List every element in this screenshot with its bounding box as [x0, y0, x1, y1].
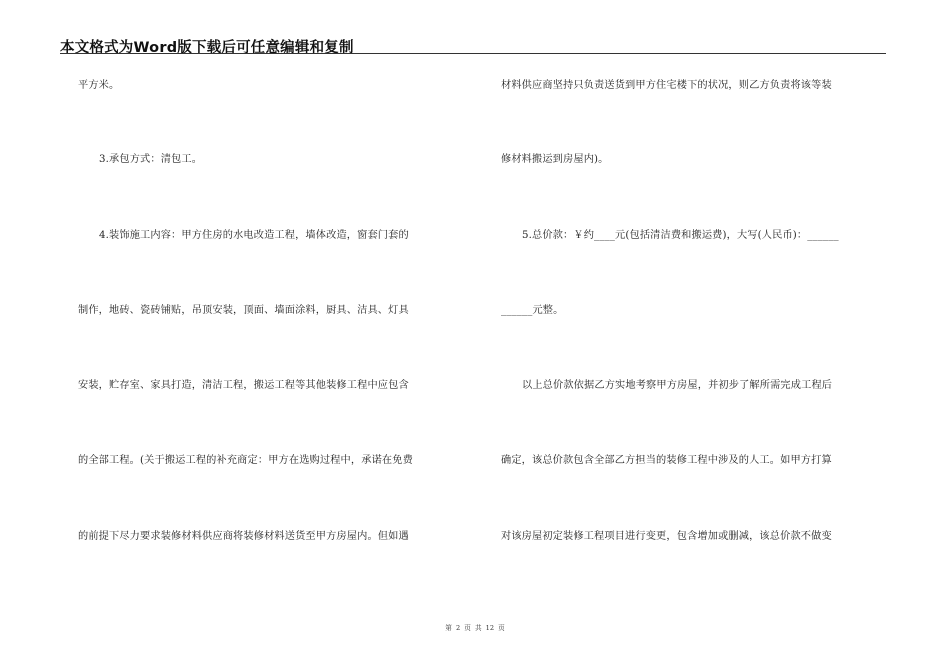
left-line-4: 制作，地砖、瓷砖铺贴，吊顶安装，顶面、墙面涂料，厨具、洁具、灯具	[78, 305, 409, 316]
footer-total-label: 共	[474, 624, 482, 632]
right-line-6: 确定，该总价款包含全部乙方担当的装修工程中涉及的人工。如甲方打算	[501, 455, 832, 466]
left-line-7: 的前提下尽力要求装修材料供应商将装修材料送货至甲方房屋内。但如遇	[78, 531, 409, 542]
left-line-6: 的全部工程。(关于搬运工程的补充商定：甲方在选购过程中，承诺在免费	[78, 455, 413, 466]
right-line-5: 以上总价款依据乙方实地考察甲方房屋，并初步了解所需完成工程后	[522, 380, 833, 391]
left-line-3: 4.装饰施工内容：甲方住房的水电改造工程，墙体改造，窗套门套的	[99, 230, 409, 241]
footer-page-unit: 页	[464, 624, 471, 632]
footer-total-pages: 12	[485, 624, 495, 632]
right-line-3: 5.总价款：￥约____元(包括清洁费和搬运费)，大写(人民币)：______	[522, 230, 839, 241]
right-line-2: 修材料搬运到房屋内)。	[501, 154, 609, 165]
right-line-1: 材料供应商坚持只负责送货到甲方住宅楼下的状况，则乙方负责将该等装	[501, 80, 832, 91]
document-header-title: 本文格式为Word版下载后可任意编辑和复制	[60, 40, 354, 56]
footer-page-label: 第	[445, 624, 452, 632]
footer-total-unit: 页	[498, 624, 505, 632]
left-line-5: 安装，贮存室、家具打造，清洁工程，搬运工程等其他装修工程中应包含	[78, 380, 409, 391]
header-divider	[60, 53, 886, 54]
right-line-7: 对该房屋初定装修工程项目进行变更，包含增加或删减，该总价款不做变	[501, 531, 832, 542]
left-line-2: 3.承包方式：清包工。	[99, 154, 203, 165]
right-line-4: ______元整。	[501, 305, 564, 316]
footer-page-number: 2	[455, 624, 461, 632]
page-footer	[0, 622, 950, 632]
left-line-1: 平方米。	[78, 80, 120, 91]
